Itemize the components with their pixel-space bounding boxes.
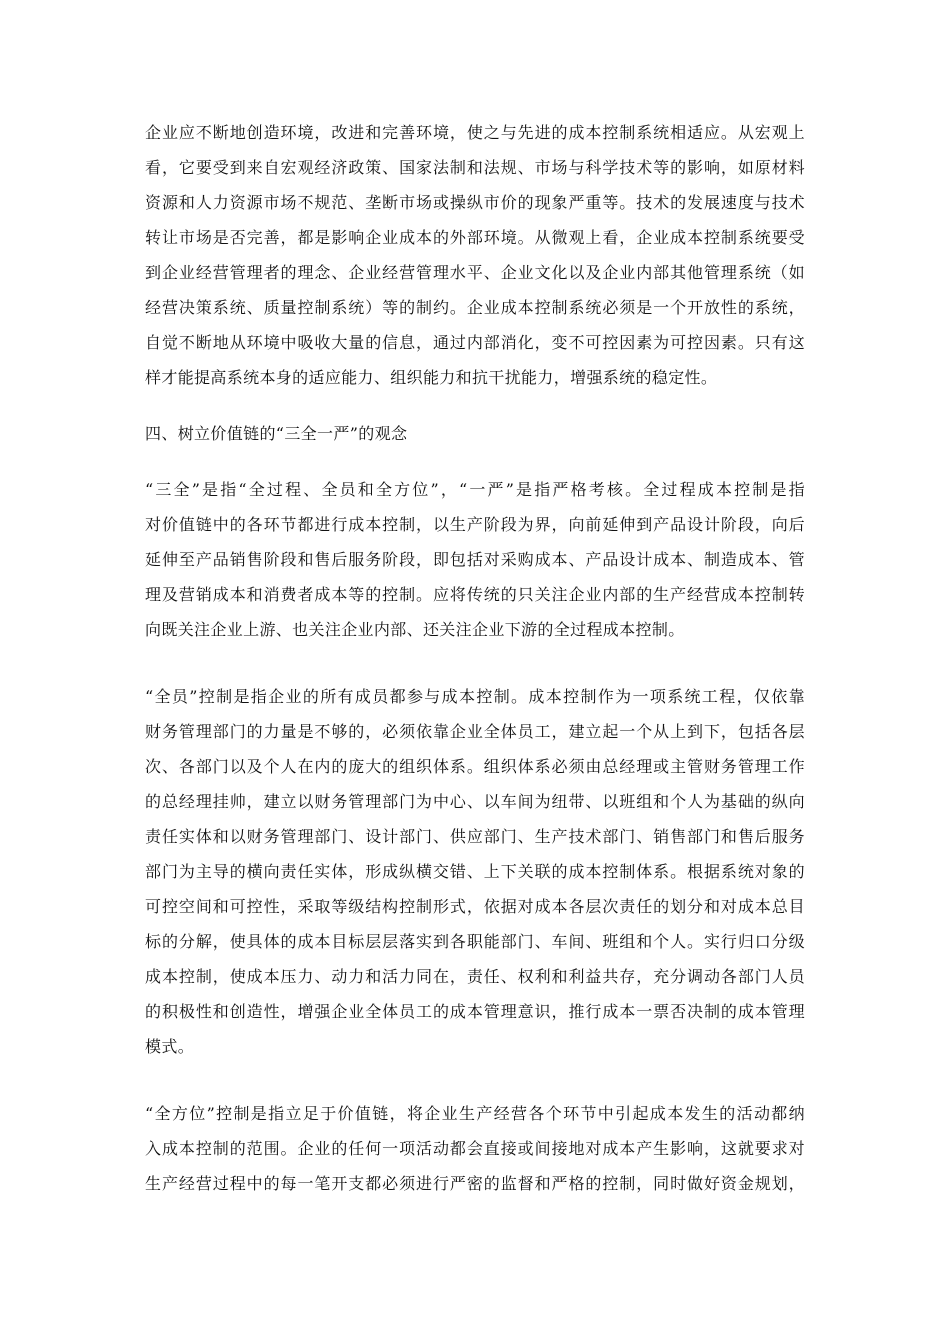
text-line: 成本控制，使成本压力、动力和活力同在，责任、权利和利益共存，充分调动各部门人员	[145, 967, 805, 986]
text-line: 企业应不断地创造环境，改进和完善环境，使之与先进的成本控制系统相适应。从宏观上	[145, 123, 805, 142]
text-line: “全员”控制是指企业的所有成员都参与成本控制。成本控制作为一项系统工程，仅依靠	[145, 687, 805, 706]
text-line: 入成本控制的范围。企业的任何一项活动都会直接或间接地对成本产生影响，这就要求对	[145, 1139, 805, 1158]
text-line: 次、各部门以及个人在内的庞大的组织体系。组织体系必须由总经理或主管财务管理工作	[145, 757, 805, 776]
text-line: 到企业经营管理者的理念、企业经营管理水平、企业文化以及企业内部其他管理系统（如	[145, 263, 805, 282]
text-line: 经营决策系统、质量控制系统）等的制约。企业成本控制系统必须是一个开放性的系统，	[145, 298, 805, 317]
text-line: 的总经理挂帅，建立以财务管理部门为中心、以车间为纽带、以班组和个人为基础的纵向	[145, 792, 805, 811]
text-line: 自觉不断地从环境中吸收大量的信息，通过内部消化，变不可控因素为可控因素。只有这	[145, 333, 805, 352]
text-line: 标的分解，使具体的成本目标层层落实到各职能部门、车间、班组和个人。实行归口分级	[145, 932, 805, 951]
text-line: 转让市场是否完善，都是影响企业成本的外部环境。从微观上看，企业成本控制系统要受	[145, 228, 805, 247]
text-line: 延伸至产品销售阶段和售后服务阶段，即包括对采购成本、产品设计成本、制造成本、管	[145, 550, 805, 569]
text-line: 部门为主导的横向责任实体，形成纵横交错、上下关联的成本控制体系。根据系统对象的	[145, 862, 805, 881]
heading-text: 四、树立价值链的“三全一严”的观念	[145, 424, 408, 443]
text-line: 理及营销成本和消费者成本等的控制。应将传统的只关注企业内部的生产经营成本控制转	[145, 585, 805, 604]
text-line: 样才能提高系统本身的适应能力、组织能力和抗干扰能力，增强系统的稳定性。	[145, 368, 718, 387]
text-line: 对价值链中的各环节都进行成本控制，以生产阶段为界，向前延伸到产品设计阶段，向后	[145, 515, 805, 534]
text-line: “全方位”控制是指立足于价值链，将企业生产经营各个环节中引起成本发生的活动都纳	[145, 1104, 805, 1123]
text-line: 财务管理部门的力量是不够的，必须依靠企业全体员工，建立起一个从上到下，包括各层	[145, 722, 805, 741]
text-line: 的积极性和创造性，增强企业全体员工的成本管理意识，推行成本一票否决制的成本管理	[145, 1002, 805, 1021]
text-line: 可控空间和可控性，采取等级结构控制形式，依据对成本各层次责任的划分和对成本总目	[145, 897, 805, 916]
text-line: 生产经营过程中的每一笔开支都必须进行严密的监督和严格的控制，同时做好资金规划，	[145, 1174, 805, 1193]
text-line: 责任实体和以财务管理部门、设计部门、供应部门、生产技术部门、销售部门和售后服务	[145, 827, 805, 846]
text-line: 向既关注企业上游、也关注企业内部、还关注企业下游的全过程成本控制。	[145, 620, 685, 639]
text-line: 看，它要受到来自宏观经济政策、国家法制和法规、市场与科学技术等的影响，如原材料	[145, 158, 805, 177]
text-line: 资源和人力资源市场不规范、垄断市场或操纵市价的现象严重等。技术的发展速度与技术	[145, 193, 805, 212]
text-line: “三全”是指“全过程、全员和全方位”，“一严”是指严格考核。全过程成本控制是指	[145, 480, 805, 499]
text-line: 模式。	[145, 1037, 195, 1056]
